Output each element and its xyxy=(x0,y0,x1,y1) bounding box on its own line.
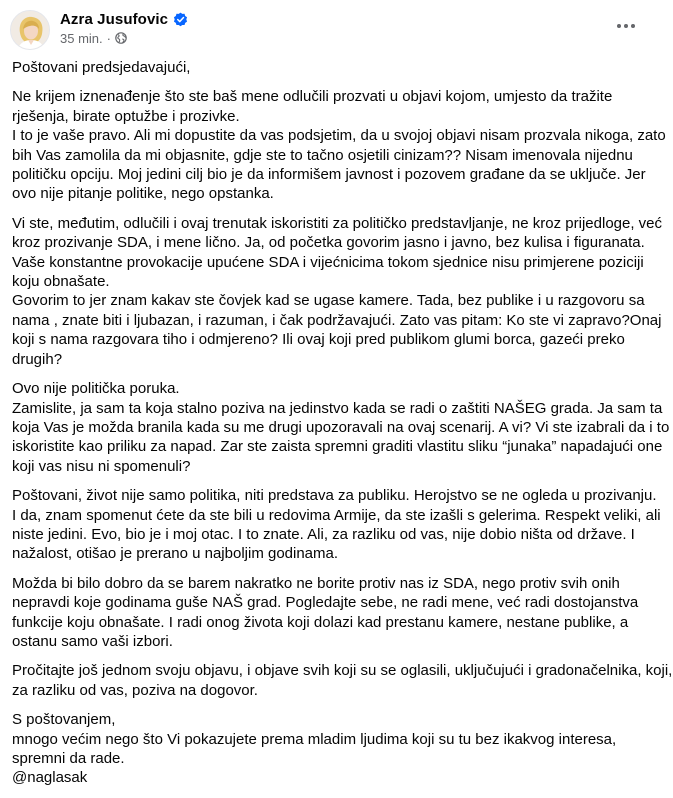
post-text-line: nama , znate biti i ljubazan, i razuman, i čak podržavajući. Zato vas pitam: Ko ste vi zapravo?Onaj xyxy=(12,311,662,329)
post-text-line: ostanu samo vaši izbori. xyxy=(12,632,173,650)
post-timestamp[interactable]: 35 min. xyxy=(60,30,103,46)
post-text-line: S poštovanjem, xyxy=(12,711,116,729)
post-text-line: kroz prozivanje SDA, i mene lično. Ja, od početka govorim jasno i javno, bez kulisa i figuranata. xyxy=(12,234,645,252)
post-text-line: Možda bi bilo dobro da se barem nakratko ne borite protiv nas iz SDA, nego protiv svih onih xyxy=(12,574,620,592)
post-text-line: funkcije koju obnašate. I radi onog života koji dolazi kad prestanu kamere, nestane publike, a xyxy=(12,613,629,631)
post-text-line: Vi ste, međutim, odlučili i ovaj trenutak iskoristiti za političko predstavljanje, ne kroz prijedloge, već xyxy=(12,214,663,232)
post-text-line: I da, znam spomenut ćete da ste bili u redovima Armije, da ste izašli s gelerima. Respekt veliki, ali xyxy=(12,506,661,524)
post-text-line: iskoristite kao priliku za napad. Zar ste zaista spremni graditi vlastitu sliku “junaka” napadajući one xyxy=(12,438,663,456)
post-text-line: nepravdi koje godinama guše NAŠ grad. Pogledajte sebe, ne radi mene, već radi dostojanstva xyxy=(12,594,639,612)
globe-icon[interactable] xyxy=(115,32,127,44)
post-text-line: koji vas nisu ni spomenuli? xyxy=(12,457,191,475)
post-text-line: I to je vaše pravo. Ali mi dopustite da vas podsjetim, da u svojoj objavi nisam prozvala nikoga, zato xyxy=(12,127,666,145)
post-text-line: ovo nije pitanje politike, nego opstanka. xyxy=(12,185,274,203)
post-paragraph xyxy=(12,710,660,788)
post-text-line: Pročitajte još jednom svoju objavu, i objave svih koji su se oglasili, uključujući i gradonačelnika, koji, xyxy=(12,662,673,680)
post-text-line: za razliku od vas, poziva na dogovor. xyxy=(12,681,258,699)
post-text-line: koju obnašate. xyxy=(12,273,110,291)
post-meta xyxy=(60,30,127,46)
post-text-line: spremni da rade. xyxy=(12,750,125,767)
post-paragraph xyxy=(12,87,666,203)
post-paragraph xyxy=(12,486,660,564)
post-text-line: @naglasak xyxy=(12,769,88,787)
avatar-photo-icon xyxy=(11,11,50,50)
meta-separator: · xyxy=(106,30,111,46)
post-text-line: Ne krijem iznenađenje što ste baš mene odlučili prozvati u objavi kojom, umjesto da tražite xyxy=(12,88,613,106)
post-text-line: Ovo nije politička poruka. xyxy=(12,380,180,398)
post-text-line: Poštovani predsjedavajući, xyxy=(12,59,191,76)
post-text-line: rješenja, birate optužbe i prozivke. xyxy=(12,107,240,125)
verified-badge-icon xyxy=(173,12,188,27)
author-row xyxy=(60,9,188,29)
post-text-line: Poštovani, život nije samo politika, niti predstava za publiku. Herojstvo se ne ogleda u prozivanju. xyxy=(12,487,657,505)
more-options-button[interactable] xyxy=(608,8,644,44)
post-text-line: koji s nama razgovara tiho i odmjereno? Ili ovaj koji pred publikom glumi borca, gazeći preko xyxy=(12,331,625,349)
post-text-line: bih Vas zamolila da mi objasnite, gdje ste to tačno osjetili cinizam?? Nisam imenovala nijednu xyxy=(12,146,633,164)
more-horizontal-icon xyxy=(616,23,636,29)
post-text-line: političku opciju. Moj jedini cilj bio je da informišem javnost i pozovem građane da se uključe. Jer xyxy=(12,166,646,184)
post-text-line: nažalost, otišao je prerano u najboljim godinama. xyxy=(12,545,339,563)
post-text-line: Govorim to jer znam kakav ste čovjek kad se ugase kamere. Tada, bez publike i u razgovoru sa xyxy=(12,292,645,310)
post-paragraph xyxy=(12,214,663,369)
post-paragraph xyxy=(12,661,673,700)
post-paragraph xyxy=(12,574,660,652)
post-paragraph xyxy=(12,58,660,77)
post-text-line: drugih? xyxy=(12,350,63,368)
author-name[interactable]: Azra Jusufovic xyxy=(60,10,169,28)
post-text-line: mnogo većim nego što Vi pokazujete prema mladim ljudima koji su tu bez ikakvog interesa, xyxy=(12,730,617,748)
post-text-line: niste jedini. Evo, bio je i moj otac. I to znate. Ali, za razliku od vas, nije dobio ništa od države. I xyxy=(12,525,635,543)
post-text-line: koja Vas je možda branila kada su me drugi upozoravali na ovaj scenarij. A vi? Vi ste izabrali da i to xyxy=(12,418,670,436)
post-text-line: Vaše konstantne provokacije upućene SDA i vijećnicima tokom sjednice nisu primjerene poziciji xyxy=(12,253,644,271)
post-paragraph xyxy=(12,379,670,476)
post-body xyxy=(12,58,673,798)
avatar[interactable] xyxy=(10,10,50,50)
post-text-line: Zamislite, ja sam ta koja stalno poziva na jedinstvo kada se radi o zaštiti NAŠEG grada. Ja sam ta xyxy=(12,399,663,417)
post-header xyxy=(0,0,673,56)
